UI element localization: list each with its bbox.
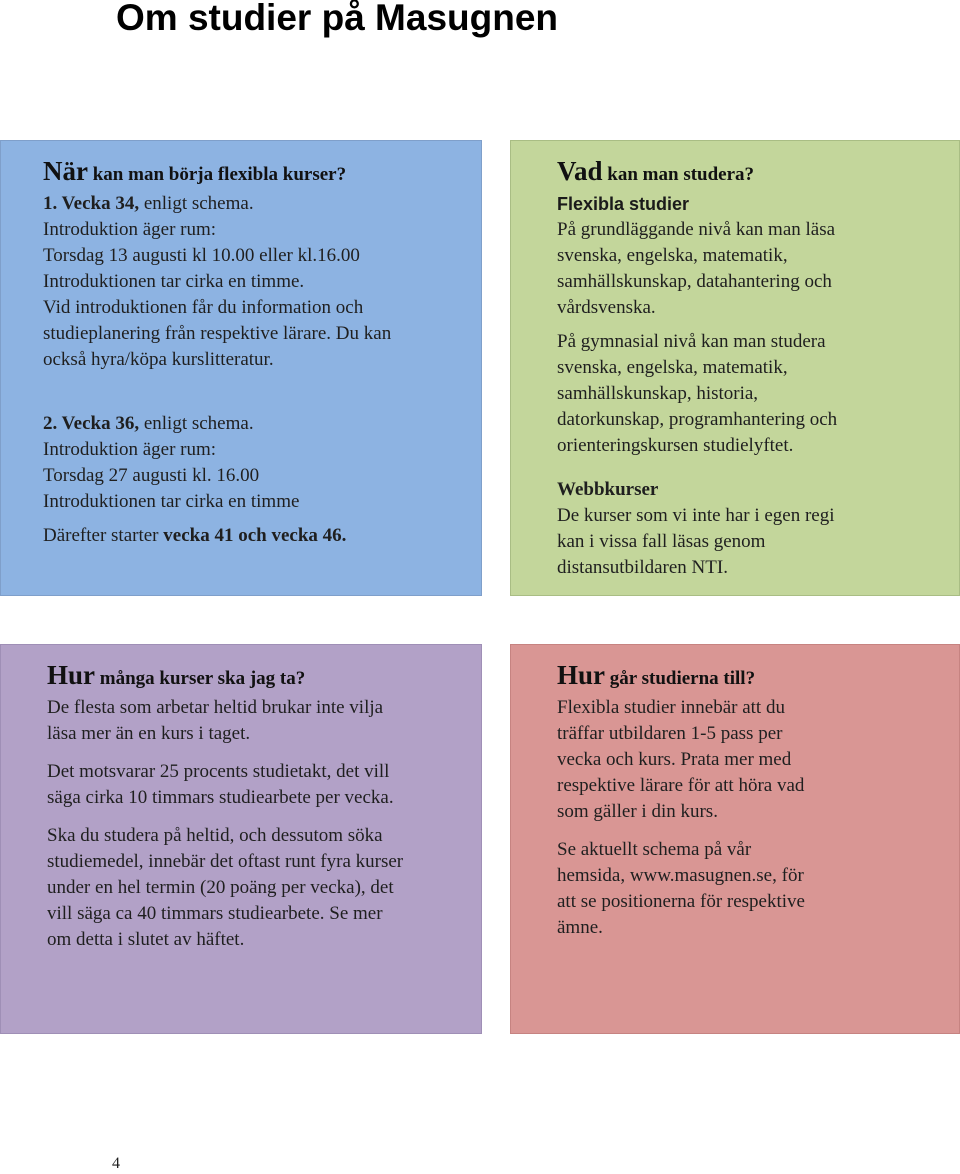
how-line: Se aktuellt schema på vår xyxy=(557,839,752,860)
what-heading: Vad kan man studera? xyxy=(557,156,755,186)
how-line: träffar utbildaren 1-5 pass per xyxy=(557,723,783,744)
how-many-line: läsa mer än en kurs i taget. xyxy=(47,723,251,744)
web-courses-line: distansutbildaren NTI. xyxy=(557,557,728,578)
how-many-line: om detta i slutet av häftet. xyxy=(47,929,245,950)
upper-secondary-line: På gymnasial nivå kan man studera xyxy=(557,331,826,352)
later-starts: Därefter starter vecka 41 och vecka 46. xyxy=(43,525,347,546)
how-many-line: Ska du studera på heltid, och dessutom söka xyxy=(47,825,383,846)
how-many-line: vill säga ca 40 timmars studiearbete. Se mer xyxy=(47,903,383,924)
session-2-heading: 2. Vecka 36, enligt schema. xyxy=(43,413,254,434)
page-number: 4 xyxy=(112,1155,120,1172)
how-many-courses-box xyxy=(0,644,482,1034)
session-2-line: Torsdag 27 augusti kl. 16.00 xyxy=(43,465,260,486)
session-1-line: Torsdag 13 augusti kl 10.00 eller kl.16.00 xyxy=(43,245,360,266)
how-line: att se positionerna för respektive xyxy=(557,891,805,912)
session-1-line: Introduktion äger rum: xyxy=(43,219,217,240)
how-many-line: Det motsvarar 25 procents studietakt, det vill xyxy=(47,761,390,782)
basic-level-line: På grundläggande nivå kan man läsa xyxy=(557,219,836,240)
session-1-line: Vid introduktionen får du information och xyxy=(43,297,364,318)
how-line: respektive lärare för att höra vad xyxy=(557,775,805,796)
how-line: som gäller i din kurs. xyxy=(557,801,718,822)
session-2-line: Introduktion äger rum: xyxy=(43,439,217,460)
web-courses-heading: Webbkurser xyxy=(557,479,659,500)
upper-secondary-line: datorkunskap, programhantering och xyxy=(557,409,838,430)
how-line: hemsida, www.masugnen.se, för xyxy=(557,865,804,886)
basic-level-line: vårdsvenska. xyxy=(557,297,656,318)
how-studies-work-box xyxy=(510,644,960,1034)
upper-secondary-line: svenska, engelska, matematik, xyxy=(557,357,788,378)
upper-secondary-line: samhällskunskap, historia, xyxy=(557,383,759,404)
when-heading: När kan man börja flexibla kurser? xyxy=(43,156,347,186)
how-many-line: säga cirka 10 timmars studiearbete per vecka. xyxy=(47,787,394,808)
when-to-start-box xyxy=(0,140,482,596)
how-many-line: studiemedel, innebär det oftast runt fyra kurser xyxy=(47,851,404,872)
flexible-studies-heading: Flexibla studier xyxy=(557,194,690,214)
session-1-line: också hyra/köpa kurslitteratur. xyxy=(43,349,274,370)
how-line: Flexibla studier innebär att du xyxy=(557,697,785,718)
what-to-study-box xyxy=(510,140,960,596)
how-line: ämne. xyxy=(557,917,603,938)
how-many-heading: Hur många kurser ska jag ta? xyxy=(47,660,306,690)
session-2-line: Introduktionen tar cirka en timme xyxy=(43,491,300,512)
upper-secondary-line: orienteringskursen studielyftet. xyxy=(557,435,794,456)
page-title: Om studier på Masugnen xyxy=(116,0,559,38)
web-courses-line: De kurser som vi inte har i egen regi xyxy=(557,505,835,526)
how-line: vecka och kurs. Prata mer med xyxy=(557,749,792,770)
session-1-heading: 1. Vecka 34, enligt schema. xyxy=(43,193,254,214)
session-1-line: Introduktionen tar cirka en timme. xyxy=(43,271,305,292)
how-many-line: under en hel termin (20 poäng per vecka), det xyxy=(47,877,394,898)
web-courses-line: kan i vissa fall läsas genom xyxy=(557,531,766,552)
basic-level-line: samhällskunskap, datahantering och xyxy=(557,271,832,292)
session-1-line: studieplanering från respektive lärare. Du kan xyxy=(43,323,392,344)
how-many-line: De flesta som arbetar heltid brukar inte vilja xyxy=(47,697,384,718)
basic-level-line: svenska, engelska, matematik, xyxy=(557,245,788,266)
how-heading: Hur går studierna till? xyxy=(557,660,756,690)
